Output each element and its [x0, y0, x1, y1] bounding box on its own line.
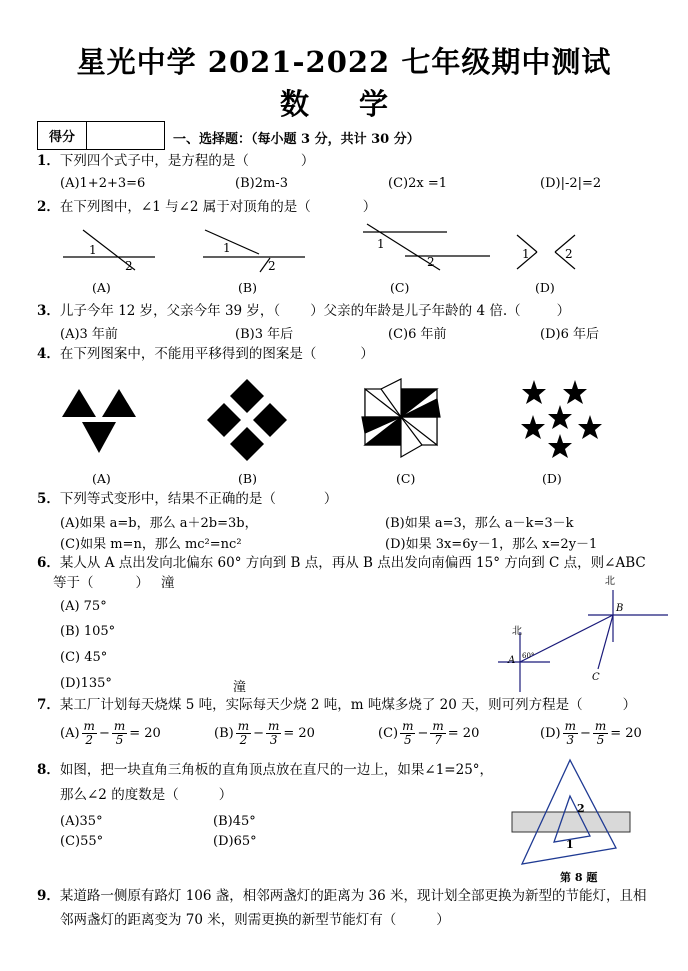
q7a-den2: 5 [115, 733, 124, 747]
q9-line2: 邻两盏灯的距离变为 70 米，则需更换的新型节能灯有（ [60, 912, 397, 928]
exam-subject: 数 学 [279, 87, 409, 121]
q5-close: ） [323, 491, 338, 507]
score-blank [87, 122, 164, 149]
q2c-angle2: 2 [427, 255, 435, 269]
q7a-den1: 2 [85, 733, 94, 747]
q4b-diamonds [207, 379, 287, 461]
q3-text: 儿子今年 12 岁，父亲今年 39 岁，（ [59, 303, 281, 319]
question-6 [37, 555, 646, 571]
q2-text: 在下列图中，∠1 与∠2 属于对顶角的是（ [59, 199, 311, 215]
q4-caption-a: (A) [92, 471, 111, 486]
q5-text: 下列等式变形中，结果不正确的是（ [59, 491, 276, 507]
question-8-line2 [60, 787, 232, 803]
q2-caption-c: (C) [390, 280, 410, 295]
q8-option-b: (B)45° [213, 814, 256, 829]
q7-option-d [540, 720, 642, 747]
q1-option-b: (B)2m-3 [235, 176, 288, 191]
q6-line1: 某人从 A 点出发向北偏东 60° 方向到 B 点，再从 B 点出发向南偏西 15° 方向到 C 点，则∠ABC [59, 555, 646, 571]
q2a-angle1: 1 [89, 243, 97, 257]
q2-close: ） [362, 199, 377, 215]
q7d-num1: m [564, 719, 576, 733]
q7b-minus: − [253, 726, 264, 741]
q8-line2: 那么∠2 的度数是（ [60, 787, 179, 803]
q6-close: ） [135, 575, 149, 591]
question-3 [37, 303, 570, 319]
q2-caption-a: (A) [92, 280, 111, 295]
q3-mid: ）父亲的年龄是儿子年龄的 4 倍.（ [310, 303, 521, 319]
q7b-label: (B) [214, 726, 234, 741]
question-5 [37, 491, 337, 507]
q4-caption-c: (C) [396, 471, 416, 486]
q2-caption-d: (D) [535, 280, 555, 295]
q1-option-c: (C)2x =1 [388, 176, 447, 191]
question-7 [37, 697, 636, 713]
q2b-angle2: 2 [268, 259, 276, 273]
q4-close: ） [360, 346, 374, 362]
q7c-num2: m [432, 719, 444, 733]
q7-option-c [378, 720, 479, 747]
q7-num: 7． [37, 697, 60, 713]
q7-close: ） [622, 697, 637, 713]
q2-num: 2． [37, 199, 60, 215]
q7c-rhs: = 20 [447, 726, 480, 741]
q7d-num2: m [594, 719, 607, 733]
q7d-den1: 3 [566, 733, 575, 747]
q7-text: 某工厂计划每天烧煤 5 吨，实际每天少烧 2 吨，m 吨煤多烧了 20 天，则可列方程是（ [59, 697, 583, 713]
q3-option-b: (B)3 年后 [235, 327, 294, 342]
q7c-den2: 7 [434, 733, 442, 747]
q6-north-b: 北 [605, 576, 615, 587]
q7a-minus: − [98, 726, 110, 741]
q8-figure [508, 756, 633, 868]
q2d-angle2: 2 [565, 247, 573, 261]
q2a-angle2: 2 [125, 259, 133, 273]
q4-caption-b: (B) [238, 471, 257, 486]
q7a-num2: m [113, 719, 126, 733]
q1-num: 1． [37, 153, 60, 169]
q7c-num1: m [402, 719, 414, 733]
q6-num: 6． [37, 555, 60, 571]
q7a-rhs: = 20 [129, 726, 161, 741]
q6-north-a: 北 [512, 626, 522, 637]
q5-option-c: (C)如果 m=n，那么 mc²=nc² [60, 537, 242, 552]
q6-figure [490, 572, 670, 697]
q3-close: ） [556, 303, 571, 319]
question-2 [37, 199, 376, 215]
q4-num: 4． [37, 346, 60, 362]
q7c-label: (C) [378, 726, 399, 741]
q7c-minus: − [417, 726, 429, 741]
q9-num: 9． [37, 888, 60, 904]
q4-text: 在下列图案中，不能用平移得到的图案是（ [59, 346, 317, 362]
section-title: 一、选择题：（每小题 3 分，共计 30 分） [173, 132, 420, 147]
q7b-rhs: = 20 [283, 726, 315, 741]
q6-option-c: (C) 45° [60, 650, 108, 665]
q2d-angle1: 1 [522, 247, 530, 261]
q9-line1: 某道路一侧原有路灯 106 盏，相邻两盏灯的距离为 36 米，现计划全部更换为新型的节能灯，且相 [59, 888, 647, 904]
question-6-line2 [53, 575, 175, 591]
question-1 [37, 153, 314, 169]
q8-num: 8． [37, 762, 60, 778]
q7-option-b [214, 720, 315, 747]
score-label: 得分 [38, 122, 87, 149]
q6-point-c: C [592, 672, 600, 683]
q8-option-a: (A)35° [60, 814, 103, 829]
q8-angle1: 1 [566, 838, 574, 851]
q2-caption-b: (B) [238, 280, 257, 295]
q6-point-b: B [616, 603, 624, 614]
question-9-line2 [60, 912, 450, 928]
q6-mark: 潼 [161, 575, 175, 591]
q7a-num1: m [83, 719, 95, 733]
q7d-minus: − [579, 726, 591, 741]
q2c-angle1: 1 [377, 237, 385, 251]
q5-option-a: (A)如果 a=b，那么 a＋2b=3b， [60, 516, 258, 531]
q8-angle2: 2 [577, 802, 585, 815]
q3-option-d: (D)6 年后 [540, 327, 599, 342]
q1-option-a: (A)1+2+3=6 [60, 176, 146, 191]
q8-figure-caption: 第 8 题 [560, 871, 598, 884]
q6-option-a: (A) 75° [60, 599, 107, 614]
q4-caption-d: (D) [542, 471, 562, 486]
q3-option-c: (C)6 年前 [388, 327, 447, 342]
q5-option-b: (B)如果 a=3，那么 a－k=3－k [385, 516, 574, 531]
q8-option-c: (C)55° [60, 834, 104, 849]
q5-num: 5． [37, 491, 60, 507]
q3-option-a: (A)3 年前 [60, 327, 118, 342]
q1-text: 下列四个式子中，是方程的是（ [59, 153, 249, 169]
q6-option-d: (D)135° [60, 676, 112, 691]
q6-option-b: (B) 105° [60, 624, 116, 639]
q1-option-d: (D)|-2|=2 [540, 176, 602, 191]
q8-close: ） [218, 787, 233, 803]
q4d-stars [521, 380, 602, 458]
q7b-den1: 2 [239, 733, 248, 747]
q7d-rhs: = 20 [610, 726, 642, 741]
question-9 [37, 888, 647, 904]
q6-point-a: A [508, 655, 516, 666]
question-8 [37, 762, 493, 778]
q2-figures [55, 220, 615, 280]
q7a-label: (A) [60, 726, 80, 741]
q8-option-d: (D)65° [213, 834, 257, 849]
q7b-num2: m [268, 719, 280, 733]
q7d-den2: 5 [596, 733, 605, 747]
q7c-den1: 5 [403, 733, 412, 747]
question-4 [37, 346, 374, 362]
q7b-den2: 3 [269, 733, 278, 747]
q5-option-d: (D)如果 3x=6y－1，那么 x=2y－1 [385, 537, 598, 552]
q1-close: ） [300, 153, 315, 169]
q6-mark2: 潼 [233, 680, 247, 695]
q2b-angle1: 1 [223, 241, 231, 255]
q7d-label: (D) [540, 726, 561, 741]
q4-figures [50, 375, 620, 465]
q7-option-a [60, 720, 161, 747]
q9-close: ） [436, 912, 450, 928]
q3-num: 3． [37, 303, 60, 319]
exam-title: 星光中学 2021-2022 七年级期中测试 [76, 45, 612, 79]
q6-line2: 等于（ [53, 575, 94, 591]
q4a-triangles [62, 389, 136, 453]
q8-line1: 如图，把一块直角三角板的直角顶点放在直尺的一边上，如果∠1=25°， [59, 762, 494, 778]
q6-deg: 60° [522, 652, 535, 660]
score-box [37, 121, 165, 150]
q7b-num1: m [237, 719, 250, 733]
q4c-pinwheel [362, 379, 440, 457]
